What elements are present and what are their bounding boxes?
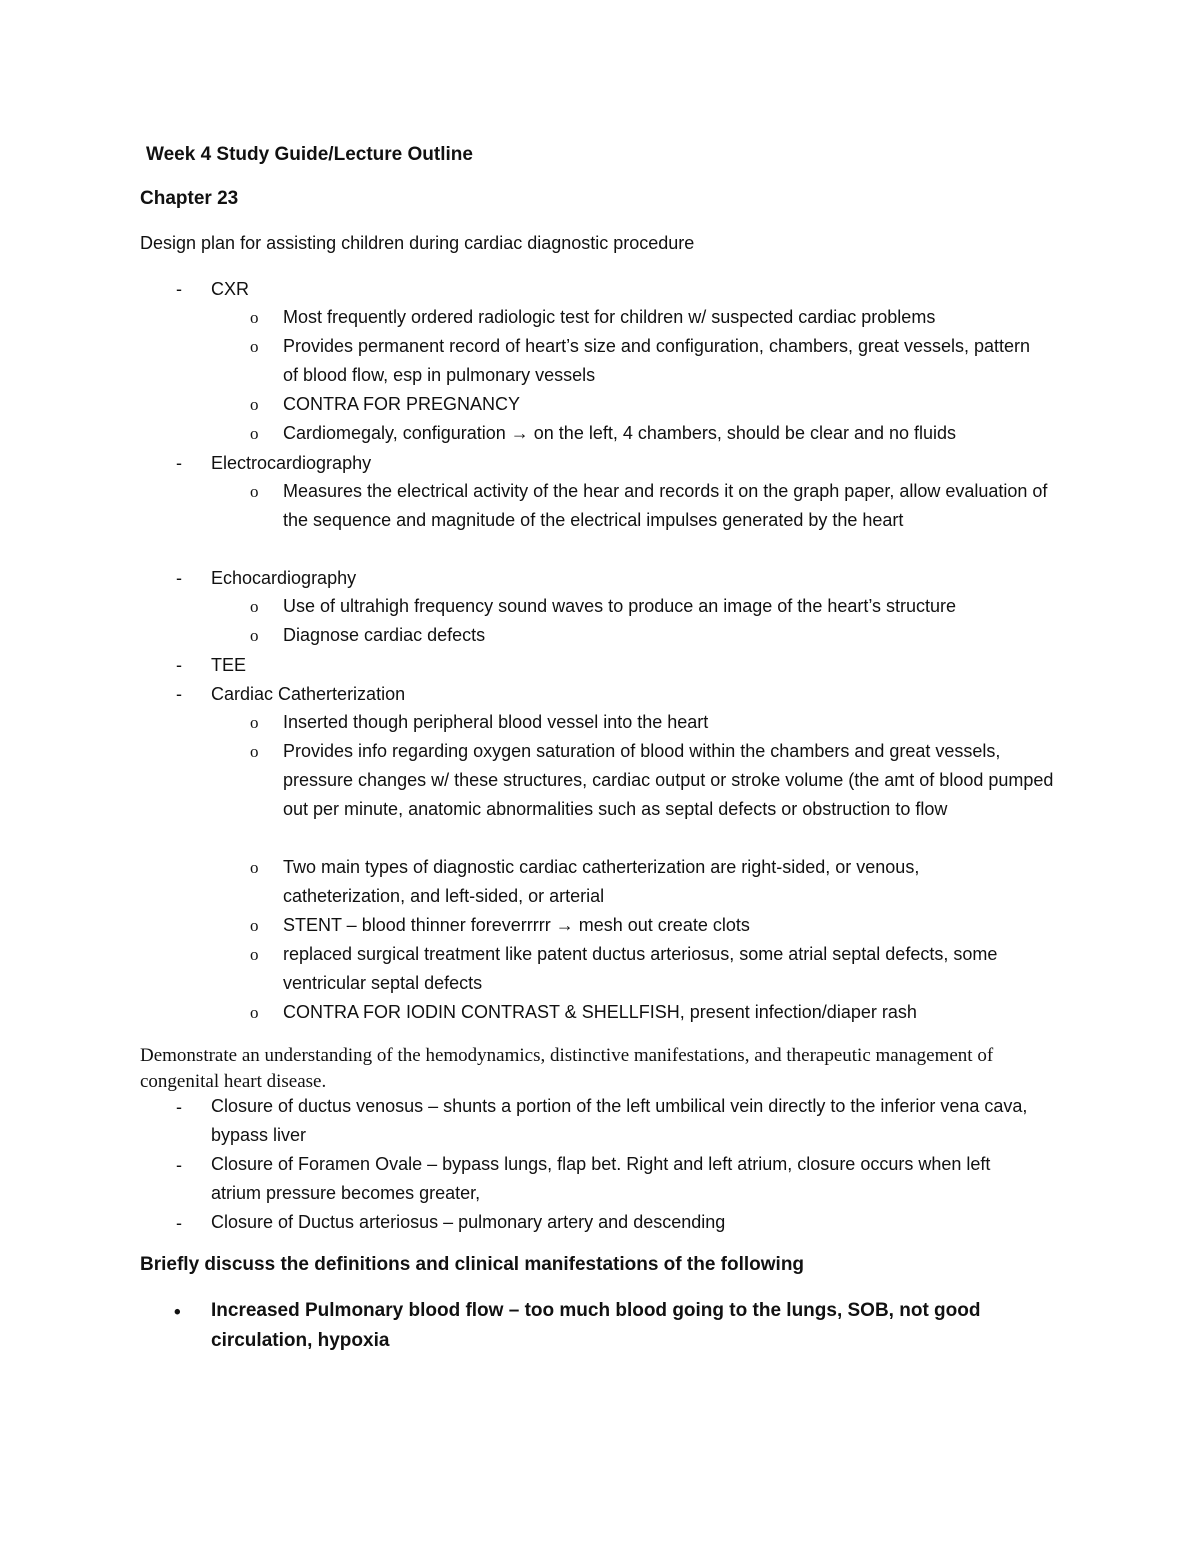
dash-bullet: - [176, 655, 182, 675]
section3-heading: Briefly discuss the definitions and clinical manifestations of the following [140, 1254, 805, 1275]
sub-item: STENT – blood thinner foreverrrrr → mesh out create clots [283, 915, 750, 935]
list-item: Closure of Foramen Ovale – bypass lungs, flap bet. Right and left atrium, closure occurs when left atrium pressure becomes greater, [211, 1154, 991, 1203]
sub-item: CONTRA FOR IODIN CONTRAST & SHELLFISH, present infection/diaper rash [283, 1002, 917, 1022]
sub-bullet: o [250, 626, 259, 645]
sub-item: Inserted though peripheral blood vessel into the heart [283, 712, 709, 732]
list-item-tee: TEE [211, 655, 247, 675]
sub-item: Measures the electrical activity of the hear and records it on the graph paper, allow evaluation of the sequence and magnitude of the electrical impulses generated by the heart [283, 481, 1048, 530]
dash-bullet: - [176, 1155, 182, 1175]
sub-item: Diagnose cardiac defects [283, 625, 486, 645]
round-bullet: • [174, 1302, 181, 1323]
list-item-increased-pulmonary-blood-flow: Increased Pulmonary blood flow – too much blood going to the lungs, SOB, not good circulation, hypoxia [211, 1300, 981, 1351]
sub-bullet: o [250, 858, 259, 877]
sub-bullet: o [250, 713, 259, 732]
dash-bullet: - [176, 279, 182, 299]
sub-bullet: o [250, 424, 259, 443]
sub-bullet: o [250, 1003, 259, 1022]
sub-item: Provides info regarding oxygen saturation of blood within the chambers and great vessels, pressure changes w/ these structures, cardiac output or stroke volume (the amt of blood pumped out per minute, anatomic abnormalities such as septal defects or obstruction to flow [283, 741, 1054, 819]
sub-bullet: o [250, 337, 259, 356]
sub-item: Cardiomegaly, configuration → on the left, 4 chambers, should be clear and no fluids [283, 423, 957, 443]
sub-item: CONTRA FOR PREGNANCY [283, 394, 521, 414]
sub-bullet: o [250, 916, 259, 935]
sub-bullet: o [250, 597, 259, 616]
sub-item: replaced surgical treatment like patent ductus arteriosus, some atrial septal defects, some ventricular septal defects [283, 944, 998, 993]
sub-item: Most frequently ordered radiologic test for children w/ suspected cardiac problems [283, 307, 936, 327]
list-item-electrocardiography: Electrocardiography [211, 453, 372, 473]
dash-bullet: - [176, 1097, 182, 1117]
sub-item: Provides permanent record of heart’s size and configuration, chambers, great vessels, pattern of blood flow, esp in pulmonary vessels [283, 336, 1031, 385]
list-item-echocardiography: Echocardiography [211, 568, 357, 588]
list-item: Closure of ductus venosus – shunts a portion of the left umbilical vein directly to the inferior vena cava, bypass liver [211, 1096, 1028, 1145]
list-item-cardiac-catherterization: Cardiac Catherterization [211, 684, 406, 704]
sub-item: Two main types of diagnostic cardiac catherterization are right-sided, or venous, catheterization, and left-sided, or arterial [283, 857, 920, 906]
dash-bullet: - [176, 568, 182, 588]
sub-bullet: o [250, 482, 259, 501]
list-item: Closure of Ductus arteriosus – pulmonary artery and descending [211, 1212, 726, 1232]
sub-bullet: o [250, 945, 259, 964]
section2-heading: Demonstrate an understanding of the hemodynamics, distinctive manifestations, and therapeutic management of congenital heart disease. [140, 1045, 994, 1092]
dash-bullet: - [176, 684, 182, 704]
list-item-cxr: CXR [211, 279, 250, 299]
sub-bullet: o [250, 395, 259, 414]
dash-bullet: - [176, 1213, 182, 1233]
sub-bullet: o [250, 308, 259, 327]
sub-item: Use of ultrahigh frequency sound waves to produce an image of the heart’s structure [283, 596, 957, 616]
dash-bullet: - [176, 453, 182, 473]
section1-heading: Design plan for assisting children during cardiac diagnostic procedure [140, 233, 695, 253]
document-title: Week 4 Study Guide/Lecture Outline [146, 144, 473, 165]
chapter-heading: Chapter 23 [140, 188, 239, 209]
sub-bullet: o [250, 742, 259, 761]
